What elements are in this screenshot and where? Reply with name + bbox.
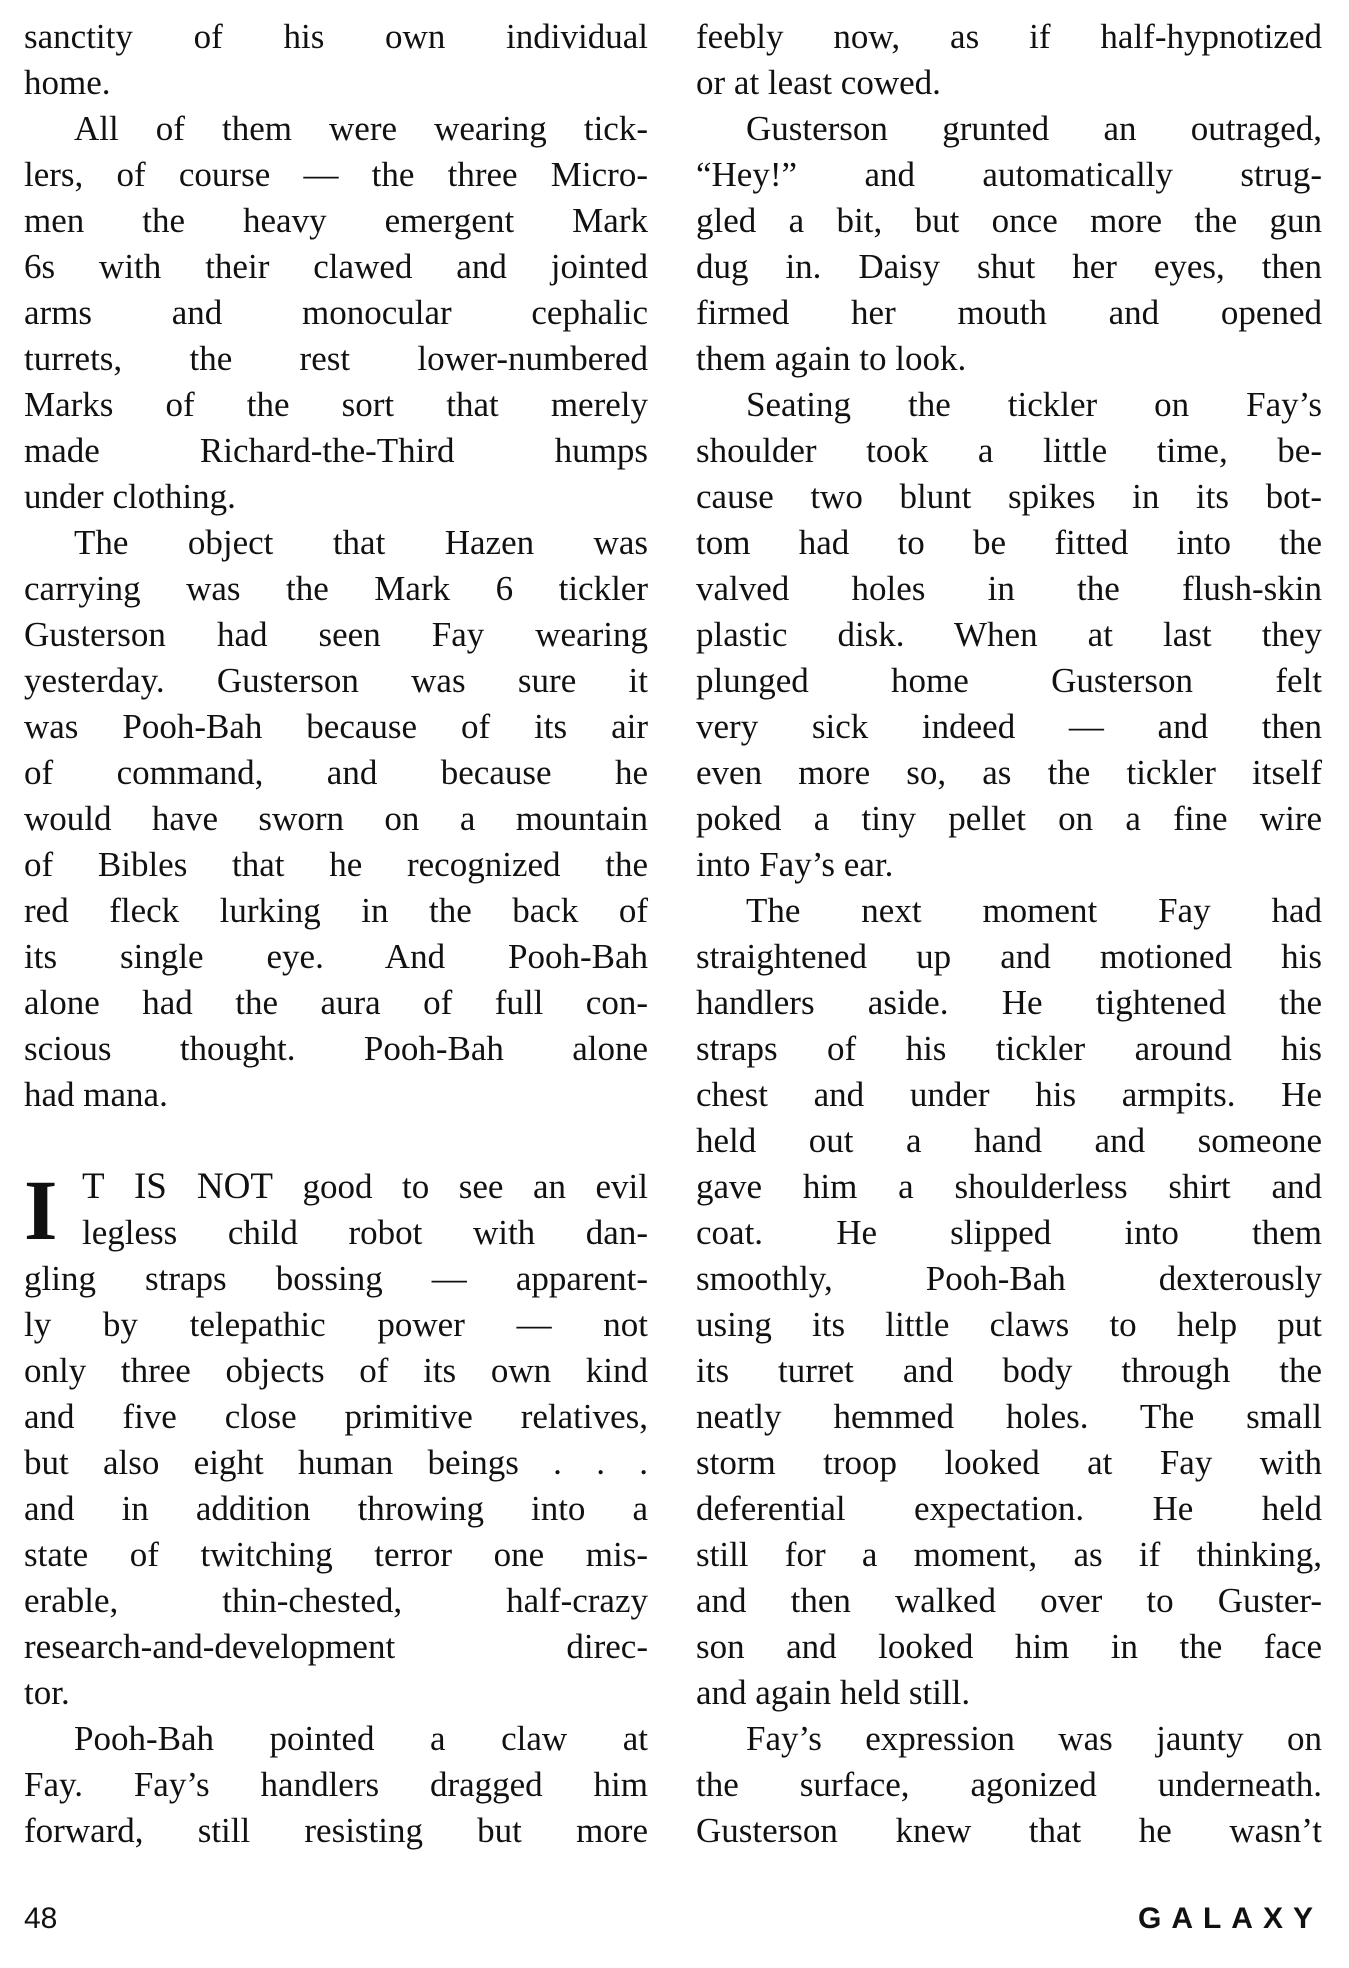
text-line: Gusterson grunted an outraged, <box>746 109 1322 148</box>
text-line: Seating the tickler on Fay’s <box>746 385 1322 424</box>
text-line: only three objects of its own kind <box>24 1351 648 1390</box>
left-column <box>24 14 648 1854</box>
text-line: ly by telepathic power — not <box>24 1305 648 1344</box>
text-line: yesterday. Gusterson was sure it <box>24 661 648 700</box>
text-line <box>82 1164 648 1210</box>
text-line: its single eye. And Pooh-Bah <box>24 937 648 976</box>
text-line: state of twitching terror one mis- <box>24 1535 648 1574</box>
text-line: 6s with their clawed and jointed <box>24 247 648 286</box>
text-line: cause two blunt spikes in its bot- <box>696 477 1322 516</box>
text-line: tom had to be fitted into the <box>696 523 1322 562</box>
text-line: storm troop looked at Fay with <box>696 1443 1322 1482</box>
text-line: neatly hemmed holes. The small <box>696 1397 1322 1436</box>
text-line: sanctity of his own individual <box>24 17 648 56</box>
text-line: lers, of course — the three Micro- <box>24 155 648 194</box>
text-line: firmed her mouth and opened <box>696 293 1322 332</box>
drop-cap: I <box>24 1162 58 1258</box>
text-line: straps of his tickler around his <box>696 1029 1322 1068</box>
text-line: had mana. <box>24 1075 168 1114</box>
text-line: its turret and body through the <box>696 1351 1322 1390</box>
text-line: carrying was the Mark 6 tickler <box>24 569 648 608</box>
text-line: or at least cowed. <box>696 63 941 102</box>
text-line: Pooh-Bah pointed a claw at <box>74 1719 648 1758</box>
small-caps-lead: T IS NOT <box>82 1166 273 1207</box>
text-line: made Richard-the-Third humps <box>24 431 648 470</box>
section-break <box>24 1118 648 1164</box>
text-line: straightened up and motioned his <box>696 937 1322 976</box>
text-line: but also eight human beings . . . <box>24 1443 648 1482</box>
text-line: would have sworn on a mountain <box>24 799 648 838</box>
text-line: erable, thin-chested, half-crazy <box>24 1581 648 1620</box>
left-column-part1 <box>24 14 648 1118</box>
text-line: research-and-development direc- <box>24 1627 648 1666</box>
text-line: forward, still resisting but more <box>24 1811 648 1850</box>
text-line: Gusterson had seen Fay wearing <box>24 615 648 654</box>
text-line: of command, and because he <box>24 753 648 792</box>
line-rest: good to see an evil <box>302 1167 649 1206</box>
text-line: The object that Hazen was <box>74 523 648 562</box>
text-line: turrets, the rest lower-numbered <box>24 339 648 378</box>
text-line: the surface, agonized underneath. <box>696 1765 1322 1804</box>
text-line: dug in. Daisy shut her eyes, then <box>696 247 1322 286</box>
text-line: deferential expectation. He held <box>696 1489 1322 1528</box>
page-number: 48 <box>24 1902 58 1935</box>
text-line: was Pooh-Bah because of its air <box>24 707 648 746</box>
text-line: poked a tiny pellet on a fine wire <box>696 799 1322 838</box>
text-line: still for a moment, as if thinking, <box>696 1535 1322 1574</box>
text-line: legless child robot with dan- <box>82 1213 648 1252</box>
text-line: scious thought. Pooh-Bah alone <box>24 1029 648 1068</box>
magazine-name: GALAXY <box>1137 1902 1323 1935</box>
text-line: feebly now, as if half-hypnotized <box>696 17 1322 56</box>
text-line: and five close primitive relatives, <box>24 1397 648 1436</box>
text-line: Marks of the sort that merely <box>24 385 648 424</box>
text-line: using its little claws to help put <box>696 1305 1322 1344</box>
text-line: gave him a shoulderless shirt and <box>696 1167 1322 1206</box>
text-line: chest and under his armpits. He <box>696 1075 1322 1114</box>
text-line: and then walked over to Guster- <box>696 1581 1322 1620</box>
text-line: them again to look. <box>696 339 967 378</box>
text-line: into Fay’s ear. <box>696 845 894 884</box>
text-line: Gusterson knew that he wasn’t <box>696 1811 1322 1850</box>
text-line: gling straps bossing — apparent- <box>24 1259 648 1298</box>
text-line: men the heavy emergent Mark <box>24 201 648 240</box>
text-line: coat. He slipped into them <box>696 1213 1322 1252</box>
text-line: shoulder took a little time, be- <box>696 431 1322 470</box>
text-line: home. <box>24 63 111 102</box>
left-column-part2 <box>24 1256 648 1854</box>
text-line: and again held still. <box>696 1673 971 1712</box>
text-line: very sick indeed — and then <box>696 707 1322 746</box>
right-column <box>696 14 1322 1854</box>
text-line: and in addition throwing into a <box>24 1489 648 1528</box>
text-line: son and looked him in the face <box>696 1627 1322 1666</box>
text-line: Fay’s expression was jaunty on <box>746 1719 1322 1758</box>
text-line: even more so, as the tickler itself <box>696 753 1322 792</box>
text-line: of Bibles that he recognized the <box>24 845 648 884</box>
text-line: red fleck lurking in the back of <box>24 891 648 930</box>
text-line: arms and monocular cephalic <box>24 293 648 332</box>
text-line: under clothing. <box>24 477 236 516</box>
text-line: plunged home Gusterson felt <box>696 661 1322 700</box>
text-line: handlers aside. He tightened the <box>696 983 1322 1022</box>
text-line: plastic disk. When at last they <box>696 615 1322 654</box>
drop-cap-paragraph-start <box>24 1164 648 1256</box>
text-line: tor. <box>24 1673 70 1712</box>
text-line: smoothly, Pooh-Bah dexterously <box>696 1259 1322 1298</box>
text-line: gled a bit, but once more the gun <box>696 201 1322 240</box>
text-line: Fay. Fay’s handlers dragged him <box>24 1765 648 1804</box>
text-line: All of them were wearing tick- <box>74 109 648 148</box>
text-line: held out a hand and someone <box>696 1121 1322 1160</box>
text-line: valved holes in the flush-skin <box>696 569 1322 608</box>
text-line: alone had the aura of full con- <box>24 983 648 1022</box>
text-line: “Hey!” and automatically strug- <box>696 155 1322 194</box>
text-line: The next moment Fay had <box>746 891 1322 930</box>
